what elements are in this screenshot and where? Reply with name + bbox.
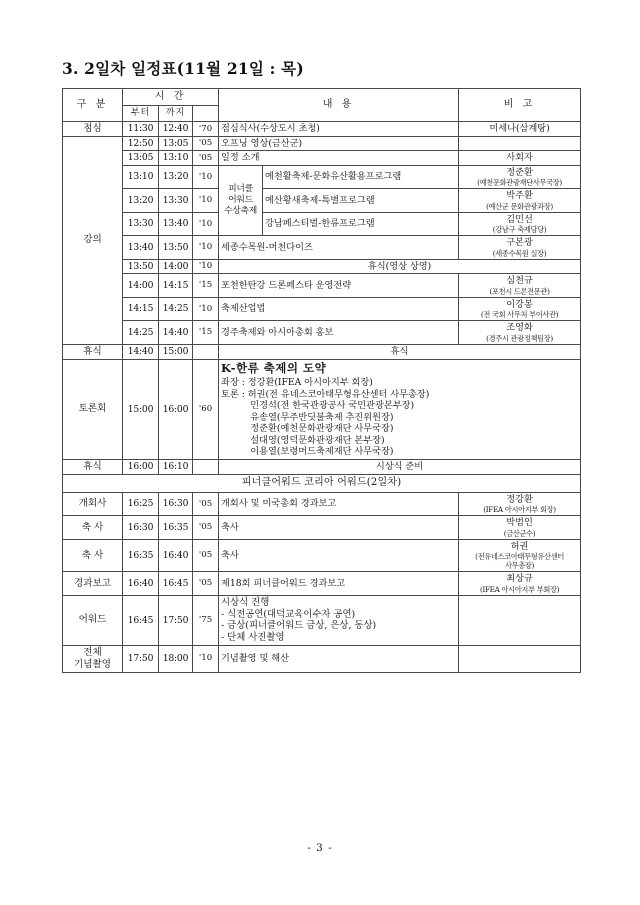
row-time-from: 14:15 xyxy=(123,297,159,321)
row-division: 전체 기념촬영 xyxy=(63,645,123,672)
note-affiliation: (포천시 드론전문관) xyxy=(489,286,550,296)
table-row xyxy=(63,212,581,236)
row-content: 시상식 준비 xyxy=(219,459,581,474)
discussion-line: 민경석(전 한국관광공사 국민관광본부장) xyxy=(221,400,415,412)
row-time-to: 14:15 xyxy=(159,274,193,298)
row-time-to: 17:50 xyxy=(159,595,193,645)
table-row xyxy=(63,492,581,516)
header-time-to: 까지 xyxy=(159,106,193,122)
note-affiliation: (경주시 관광정책팀장) xyxy=(486,333,553,343)
table-row xyxy=(63,645,581,672)
table-header-row xyxy=(63,89,581,106)
row-division: 축 사 xyxy=(63,539,123,572)
row-time-from: 13:50 xyxy=(123,259,159,274)
note-affiliation: (세종수목원 실장) xyxy=(492,248,547,258)
table-row xyxy=(63,165,581,189)
row-note xyxy=(459,151,581,166)
row-time-from: 13:20 xyxy=(123,189,159,213)
note-affiliation: (예천문화관광재단사무국장) xyxy=(477,178,562,188)
discussion-line: 좌장 : 정강환(IFEA 아시아지부 회장) xyxy=(221,377,373,389)
note-name: 최상규 xyxy=(506,573,533,585)
row-time-from: 12:50 xyxy=(123,136,159,151)
table-row xyxy=(63,236,581,260)
row-time-from: 11:30 xyxy=(123,122,159,137)
row-duration: '05 xyxy=(193,136,219,151)
note-name: 구본광 xyxy=(506,237,533,249)
row-note xyxy=(459,645,581,672)
row-content: 휴식(영상 상영) xyxy=(219,259,581,274)
row-content: 강남페스티벌-한류프로그램 xyxy=(263,212,459,236)
row-time-from: 16:00 xyxy=(123,459,159,474)
note-affiliation: (IFEA 아시아지부 회장) xyxy=(483,505,556,515)
row-content: 오프닝 영상(금산군) xyxy=(219,136,459,151)
row-content: 축사 xyxy=(219,516,459,540)
row-time-to: 16:45 xyxy=(159,572,193,596)
page-number: - 3 - xyxy=(307,842,333,854)
table-row xyxy=(63,259,581,274)
row-time-from: 14:40 xyxy=(123,344,159,359)
table-row xyxy=(63,151,581,166)
row-division: 어워드 xyxy=(63,595,123,645)
row-duration: '15 xyxy=(193,274,219,298)
row-duration: '10 xyxy=(193,212,219,236)
row-time-to: 13:50 xyxy=(159,236,193,260)
row-time-from: 16:35 xyxy=(123,539,159,572)
row-note xyxy=(459,595,581,645)
discussion-line: 이용열(보령머드축제재단 사무국장) xyxy=(221,446,394,458)
award-line: 시상식 진행 xyxy=(221,596,270,608)
note-name: 조영화 xyxy=(506,322,533,334)
row-content: 예천활축제-문화유산활용프로그램 xyxy=(263,165,459,189)
table-row xyxy=(63,189,581,213)
award-line: - 단체 사진촬영 xyxy=(221,632,285,644)
row-duration: '05 xyxy=(193,516,219,540)
row-note xyxy=(459,572,581,596)
table-row xyxy=(63,274,581,298)
row-time-to: 13:30 xyxy=(159,189,193,213)
note-name: 박범인 xyxy=(506,517,533,529)
row-content: 축제산업법 xyxy=(219,297,459,321)
award-line: - 식전공연(대덕교육이수자 공연) xyxy=(221,608,356,620)
discussion-line: 정준환(예천문화관광재단 사무국장) xyxy=(221,423,394,435)
note-name: 허권 xyxy=(510,540,529,552)
table-row xyxy=(63,459,581,474)
row-duration: '10 xyxy=(193,297,219,321)
row-time-from: 13:40 xyxy=(123,236,159,260)
row-note xyxy=(459,212,581,236)
row-division: 축 사 xyxy=(63,516,123,540)
note-affiliation: (강남구 축제담당) xyxy=(492,225,547,235)
note-affiliation: (금산군수) xyxy=(503,528,536,538)
row-time-from: 13:30 xyxy=(123,212,159,236)
row-time-from: 16:25 xyxy=(123,492,159,516)
row-time-to: 14:25 xyxy=(159,297,193,321)
table-row xyxy=(63,321,581,345)
discussion-participants xyxy=(221,377,578,458)
row-time-to: 12:40 xyxy=(159,122,193,137)
row-time-to: 16:00 xyxy=(159,359,193,459)
row-note xyxy=(459,165,581,189)
row-content: 축사 xyxy=(219,539,459,572)
row-time-to: 13:40 xyxy=(159,212,193,236)
row-note xyxy=(459,297,581,321)
row-division: 경과보고 xyxy=(63,572,123,596)
table-row xyxy=(63,539,581,572)
row-time-to: 18:00 xyxy=(159,645,193,672)
note-name: 심천규 xyxy=(506,275,533,287)
row-time-from: 15:00 xyxy=(123,359,159,459)
note-affiliation: (전 국회 사무처 부이사관) xyxy=(480,310,559,320)
table-row xyxy=(63,136,581,151)
discussion-line: 토론 : 허권(전 유네스코아태무형유산센터 사무총장) xyxy=(221,388,430,400)
section-bar: 피너클어워드 코리아 어워드(2일차) xyxy=(63,474,581,492)
table-row xyxy=(63,516,581,540)
discussion-line: 유송열(무주반딧불축제 추진위원장) xyxy=(221,411,394,423)
header-division: 구 분 xyxy=(63,89,123,122)
row-time-to: 15:00 xyxy=(159,344,193,359)
note-name: 박주환 xyxy=(506,190,533,202)
row-time-from: 13:10 xyxy=(123,165,159,189)
table-section-bar-row xyxy=(63,474,581,492)
row-duration: '10 xyxy=(193,165,219,189)
row-duration xyxy=(193,459,219,474)
row-division: 휴식 xyxy=(63,344,123,359)
row-content: 포천한탄강 드론페스타 운영전략 xyxy=(219,274,459,298)
row-duration: '60 xyxy=(193,359,219,459)
row-content: 기념촬영 및 해산 xyxy=(219,645,459,672)
row-content: 개회사 및 미국총회 경과보고 xyxy=(219,492,459,516)
row-time-from: 16:45 xyxy=(123,595,159,645)
row-note xyxy=(459,516,581,540)
table-row xyxy=(63,572,581,596)
row-note xyxy=(459,122,581,137)
row-duration xyxy=(193,344,219,359)
row-time-to: 16:10 xyxy=(159,459,193,474)
row-time-from: 16:40 xyxy=(123,572,159,596)
row-division: 휴식 xyxy=(63,459,123,474)
row-note xyxy=(459,136,581,151)
row-duration: '05 xyxy=(193,539,219,572)
note-name: 김민선 xyxy=(506,213,533,225)
note-affiliation: (예산군 문화관광과장) xyxy=(486,201,553,211)
table-row-discussion xyxy=(63,359,581,459)
header-time-from: 부터 xyxy=(123,106,159,122)
discussion-title: K-한류 축제의 도약 xyxy=(221,360,327,375)
table-row xyxy=(63,344,581,359)
row-content: 점심식사(수상도시 초청) xyxy=(219,122,459,137)
schedule-table xyxy=(62,88,581,673)
row-duration: '05 xyxy=(193,151,219,166)
header-note: 비 고 xyxy=(459,89,581,122)
row-time-to: 16:35 xyxy=(159,516,193,540)
row-content: 일정 소개 xyxy=(219,151,459,166)
row-note xyxy=(459,321,581,345)
note-name: 이강봉 xyxy=(506,298,533,310)
note-affiliation: (전유네스코아태무형유산센터 사무총장) xyxy=(475,552,564,571)
row-content: 제18회 피너클어워드 경과보고 xyxy=(219,572,459,596)
row-division: 점심 xyxy=(63,122,123,137)
row-note xyxy=(459,236,581,260)
row-content: 세종수목원-머천다이즈 xyxy=(219,236,459,260)
row-duration: '05 xyxy=(193,492,219,516)
row-time-from: 13:05 xyxy=(123,151,159,166)
row-subcategory: 피너클 어워드 수상축제 xyxy=(219,165,263,236)
row-time-to: 16:30 xyxy=(159,492,193,516)
row-time-to: 13:05 xyxy=(159,136,193,151)
header-time: 시 간 xyxy=(123,89,219,106)
note-name: 미세나(삼계탕) xyxy=(489,123,550,135)
row-time-to: 16:40 xyxy=(159,539,193,572)
row-time-to: 14:40 xyxy=(159,321,193,345)
row-time-from: 14:25 xyxy=(123,321,159,345)
table-row-award xyxy=(63,595,581,645)
row-division-lecture: 강의 xyxy=(63,136,123,344)
row-duration: '10 xyxy=(193,189,219,213)
row-content: 경주축제와 아시아총회 홍보 xyxy=(219,321,459,345)
row-duration: '75 xyxy=(193,595,219,645)
discussion-panel xyxy=(219,359,581,459)
row-note xyxy=(459,539,581,572)
row-duration: '15 xyxy=(193,321,219,345)
table-row xyxy=(63,297,581,321)
award-ceremony-list xyxy=(219,595,459,645)
row-duration: '10 xyxy=(193,645,219,672)
row-note xyxy=(459,492,581,516)
award-line: - 금상(피너클어워드 금상, 은상, 동상) xyxy=(221,620,377,632)
page-title: 3. 2일차 일정표(11월 21일 : 목) xyxy=(62,59,304,78)
discussion-line: 설대영(영덕문화관광재단 본부장) xyxy=(221,434,385,446)
table-row xyxy=(63,122,581,137)
row-time-from: 17:50 xyxy=(123,645,159,672)
row-note xyxy=(459,274,581,298)
row-note xyxy=(459,189,581,213)
row-division: 토론회 xyxy=(63,359,123,459)
row-duration: '10 xyxy=(193,259,219,274)
row-time-from: 14:00 xyxy=(123,274,159,298)
row-duration: '05 xyxy=(193,572,219,596)
note-name: 정강환 xyxy=(506,493,533,505)
header-content: 내 용 xyxy=(219,89,459,122)
row-time-to: 13:20 xyxy=(159,165,193,189)
note-name: 사회자 xyxy=(506,152,533,164)
row-time-from: 16:30 xyxy=(123,516,159,540)
row-time-to: 13:10 xyxy=(159,151,193,166)
row-duration: '10 xyxy=(193,236,219,260)
row-content: 휴식 xyxy=(219,344,581,359)
row-duration: '70 xyxy=(193,122,219,137)
note-affiliation: (IFEA 아시아지부 부회장) xyxy=(479,584,560,594)
row-time-to: 14:00 xyxy=(159,259,193,274)
note-name: 정준환 xyxy=(506,166,533,178)
row-content: 예산황새축제-특별프로그램 xyxy=(263,189,459,213)
header-duration xyxy=(193,106,219,122)
row-division: 개회사 xyxy=(63,492,123,516)
